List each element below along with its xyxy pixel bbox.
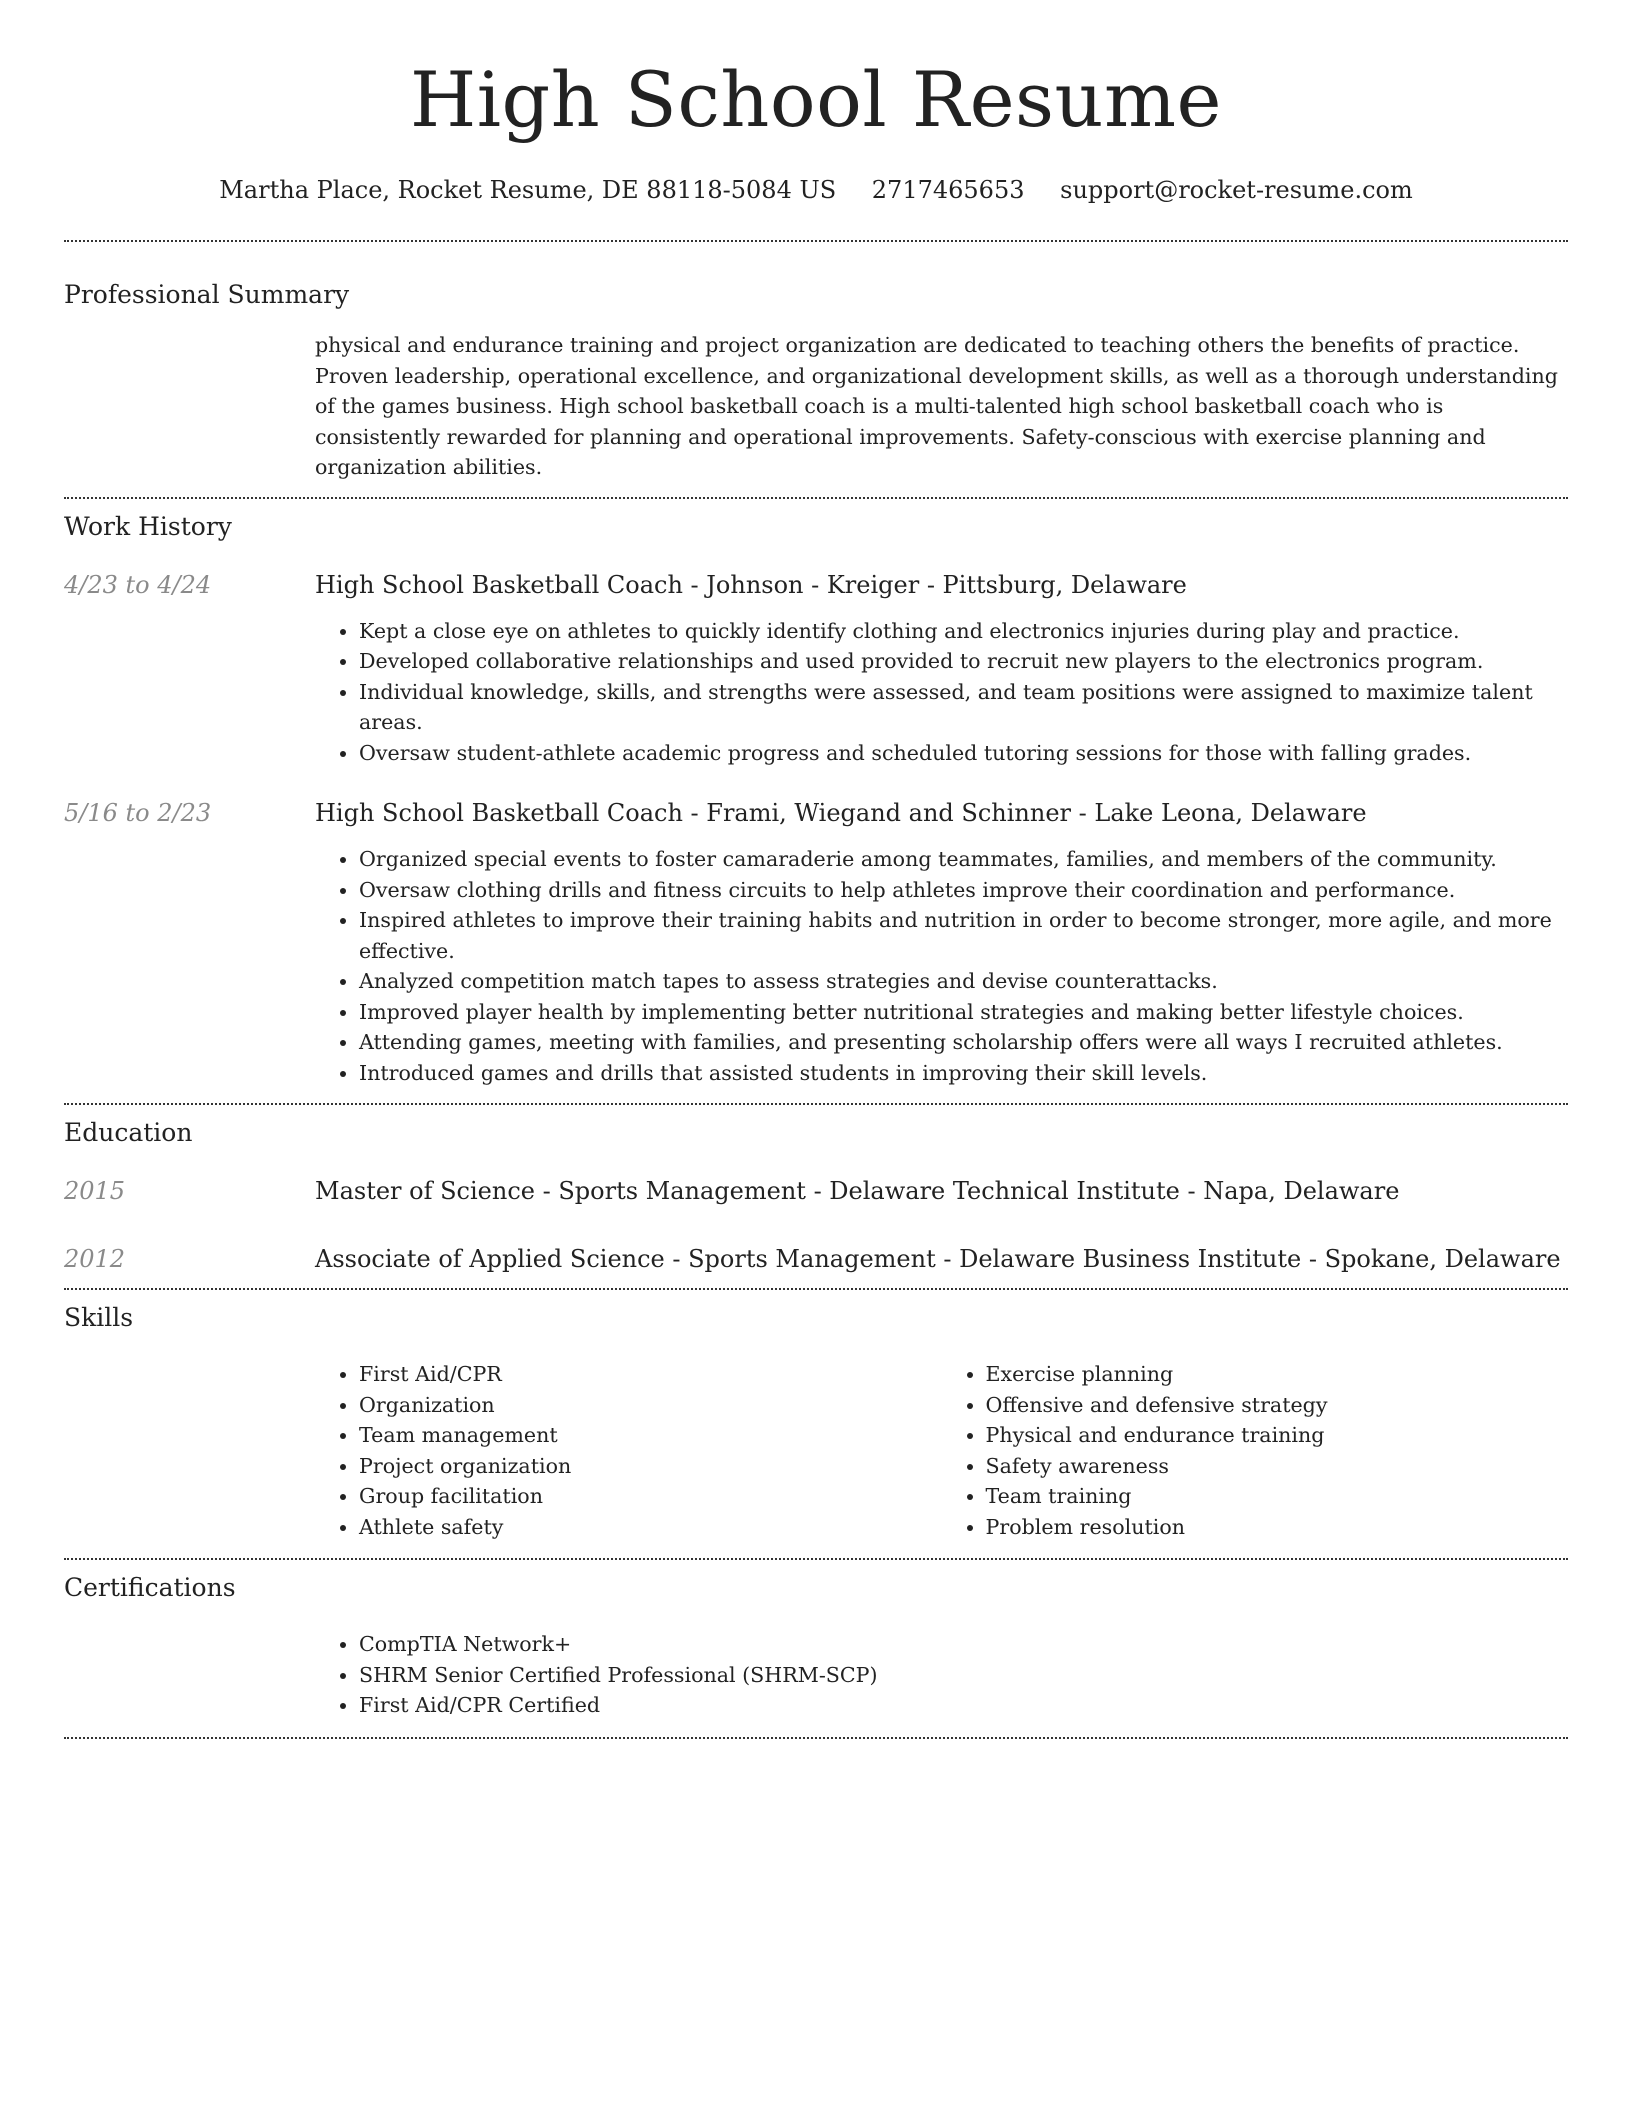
skills-list-left <box>315 1359 942 1542</box>
list-item: • Problem resolution <box>986 1512 1569 1543</box>
section-heading-education: Education <box>64 1118 193 1147</box>
job-role: High School Basketball Coach <box>315 570 683 599</box>
skills-list-right <box>942 1359 1569 1542</box>
job-details: - Frami, Wiegand and Schinner - Lake Leona, Delaware <box>682 799 1367 827</box>
list-item: • Oversaw student-athlete academic progress and scheduled tutoring sessions for those with falling grades. <box>359 738 1568 769</box>
list-item: • Individual knowledge, skills, and strengths were assessed, and team positions were assigned to maximize talent areas. <box>359 677 1568 738</box>
section-heading-skills: Skills <box>64 1303 134 1332</box>
job-role: High School Basketball Coach <box>315 799 683 827</box>
list-item: • First Aid/CPR <box>359 1359 942 1390</box>
list-item: • Physical and endurance training <box>986 1420 1569 1451</box>
list-item: • Offensive and defensive strategy <box>986 1390 1569 1421</box>
education-entry <box>64 1174 1568 1208</box>
list-item: • Developed collaborative relationships and used provided to recruit new players to the electronics program. <box>359 646 1568 677</box>
job-bullets-row <box>64 844 1568 1088</box>
section-heading-certifications: Certifications <box>64 1573 236 1602</box>
section-heading-summary: Professional Summary <box>64 280 350 309</box>
list-item: • Inspired athletes to improve their training habits and nutrition in order to become stronger, more agile, and more effective. <box>359 905 1568 966</box>
certifications-section <box>64 1560 1568 1737</box>
contact-info <box>64 174 1568 206</box>
job-bullets <box>315 844 1568 1088</box>
job-dates: 4/23 to 4/24 <box>64 570 212 599</box>
education-year: 2012 <box>64 1245 126 1273</box>
email: support@rocket-resume.com <box>1060 176 1413 204</box>
list-item: • Exercise planning <box>986 1359 1569 1390</box>
list-item: • Project organization <box>359 1451 942 1482</box>
address: Martha Place, Rocket Resume, DE 88118-5084 US <box>219 176 837 204</box>
school-details: - Delaware Technical Institute - Napa, Delaware <box>805 1177 1400 1205</box>
summary-section <box>64 242 1568 497</box>
list-item: • Team training <box>986 1481 1569 1512</box>
job-dates: 5/16 to 2/23 <box>64 799 212 827</box>
job-details: - Johnson - Kreiger - Pittsburg, Delaware <box>682 570 1187 599</box>
list-item: • First Aid/CPR Certified <box>359 1690 1568 1721</box>
school-details: - Delaware Business Institute - Spokane, Delaware <box>935 1245 1561 1273</box>
education-year: 2015 <box>64 1177 126 1205</box>
summary-text: physical and endurance training and project organization are dedicated to teaching others the benefits of practice. Proven leadership, operational excellence, and organizational development skills, as well as a thorough understanding of the games business. High school basketball coach is a multi-talented high school basketball coach who is consistently rewarded for planning and operational improvements. Safety-conscious with exercise planning and organization abilities. <box>315 333 1558 479</box>
list-item: • Introduced games and drills that assisted students in improving their skill levels. <box>359 1058 1568 1089</box>
list-item: • Group facilitation <box>359 1481 942 1512</box>
education-entry <box>64 1242 1568 1276</box>
degree: Master of Science - Sports Management <box>315 1177 806 1205</box>
section-heading-work-history: Work History <box>64 511 232 541</box>
list-item: • SHRM Senior Certified Professional (SHRM-SCP) <box>359 1660 1568 1691</box>
list-item: • Kept a close eye on athletes to quickly identify clothing and electronics injuries during play and practice. <box>359 616 1568 647</box>
list-item: • Analyzed competition match tapes to assess strategies and devise counterattacks. <box>359 966 1568 997</box>
divider <box>64 1737 1568 1739</box>
resume-title: High School Resume <box>409 55 1223 144</box>
job-heading <box>315 796 1568 830</box>
phone: 2717465653 <box>871 176 1025 204</box>
list-item: • Organization <box>359 1390 942 1421</box>
job-bullets-row <box>64 616 1568 769</box>
list-item: • Oversaw clothing drills and fitness circuits to help athletes improve their coordination and performance. <box>359 875 1568 906</box>
list-item: • Improved player health by implementing better nutritional strategies and making better lifestyle choices. <box>359 997 1568 1028</box>
list-item: • CompTIA Network+ <box>359 1629 1568 1660</box>
list-item: • Team management <box>359 1420 942 1451</box>
list-item: • Organized special events to foster camaraderie among teammates, families, and members of the community. <box>359 844 1568 875</box>
list-item: • Athlete safety <box>359 1512 942 1543</box>
list-item: • Attending games, meeting with families, and presenting scholarship offers were all ways I recruited athletes. <box>359 1027 1568 1058</box>
certifications-list <box>315 1629 1568 1721</box>
job-heading <box>315 568 1568 602</box>
degree: Associate of Applied Science - Sports Management <box>315 1245 936 1273</box>
resume-page <box>64 0 1568 1739</box>
work-history-section <box>64 499 1568 1104</box>
job-bullets <box>315 616 1568 769</box>
list-item: • Safety awareness <box>986 1451 1569 1482</box>
skills-columns <box>315 1359 1568 1542</box>
job-entry <box>64 568 1568 602</box>
job-entry <box>64 796 1568 830</box>
education-section <box>64 1105 1568 1288</box>
skills-section <box>64 1290 1568 1558</box>
